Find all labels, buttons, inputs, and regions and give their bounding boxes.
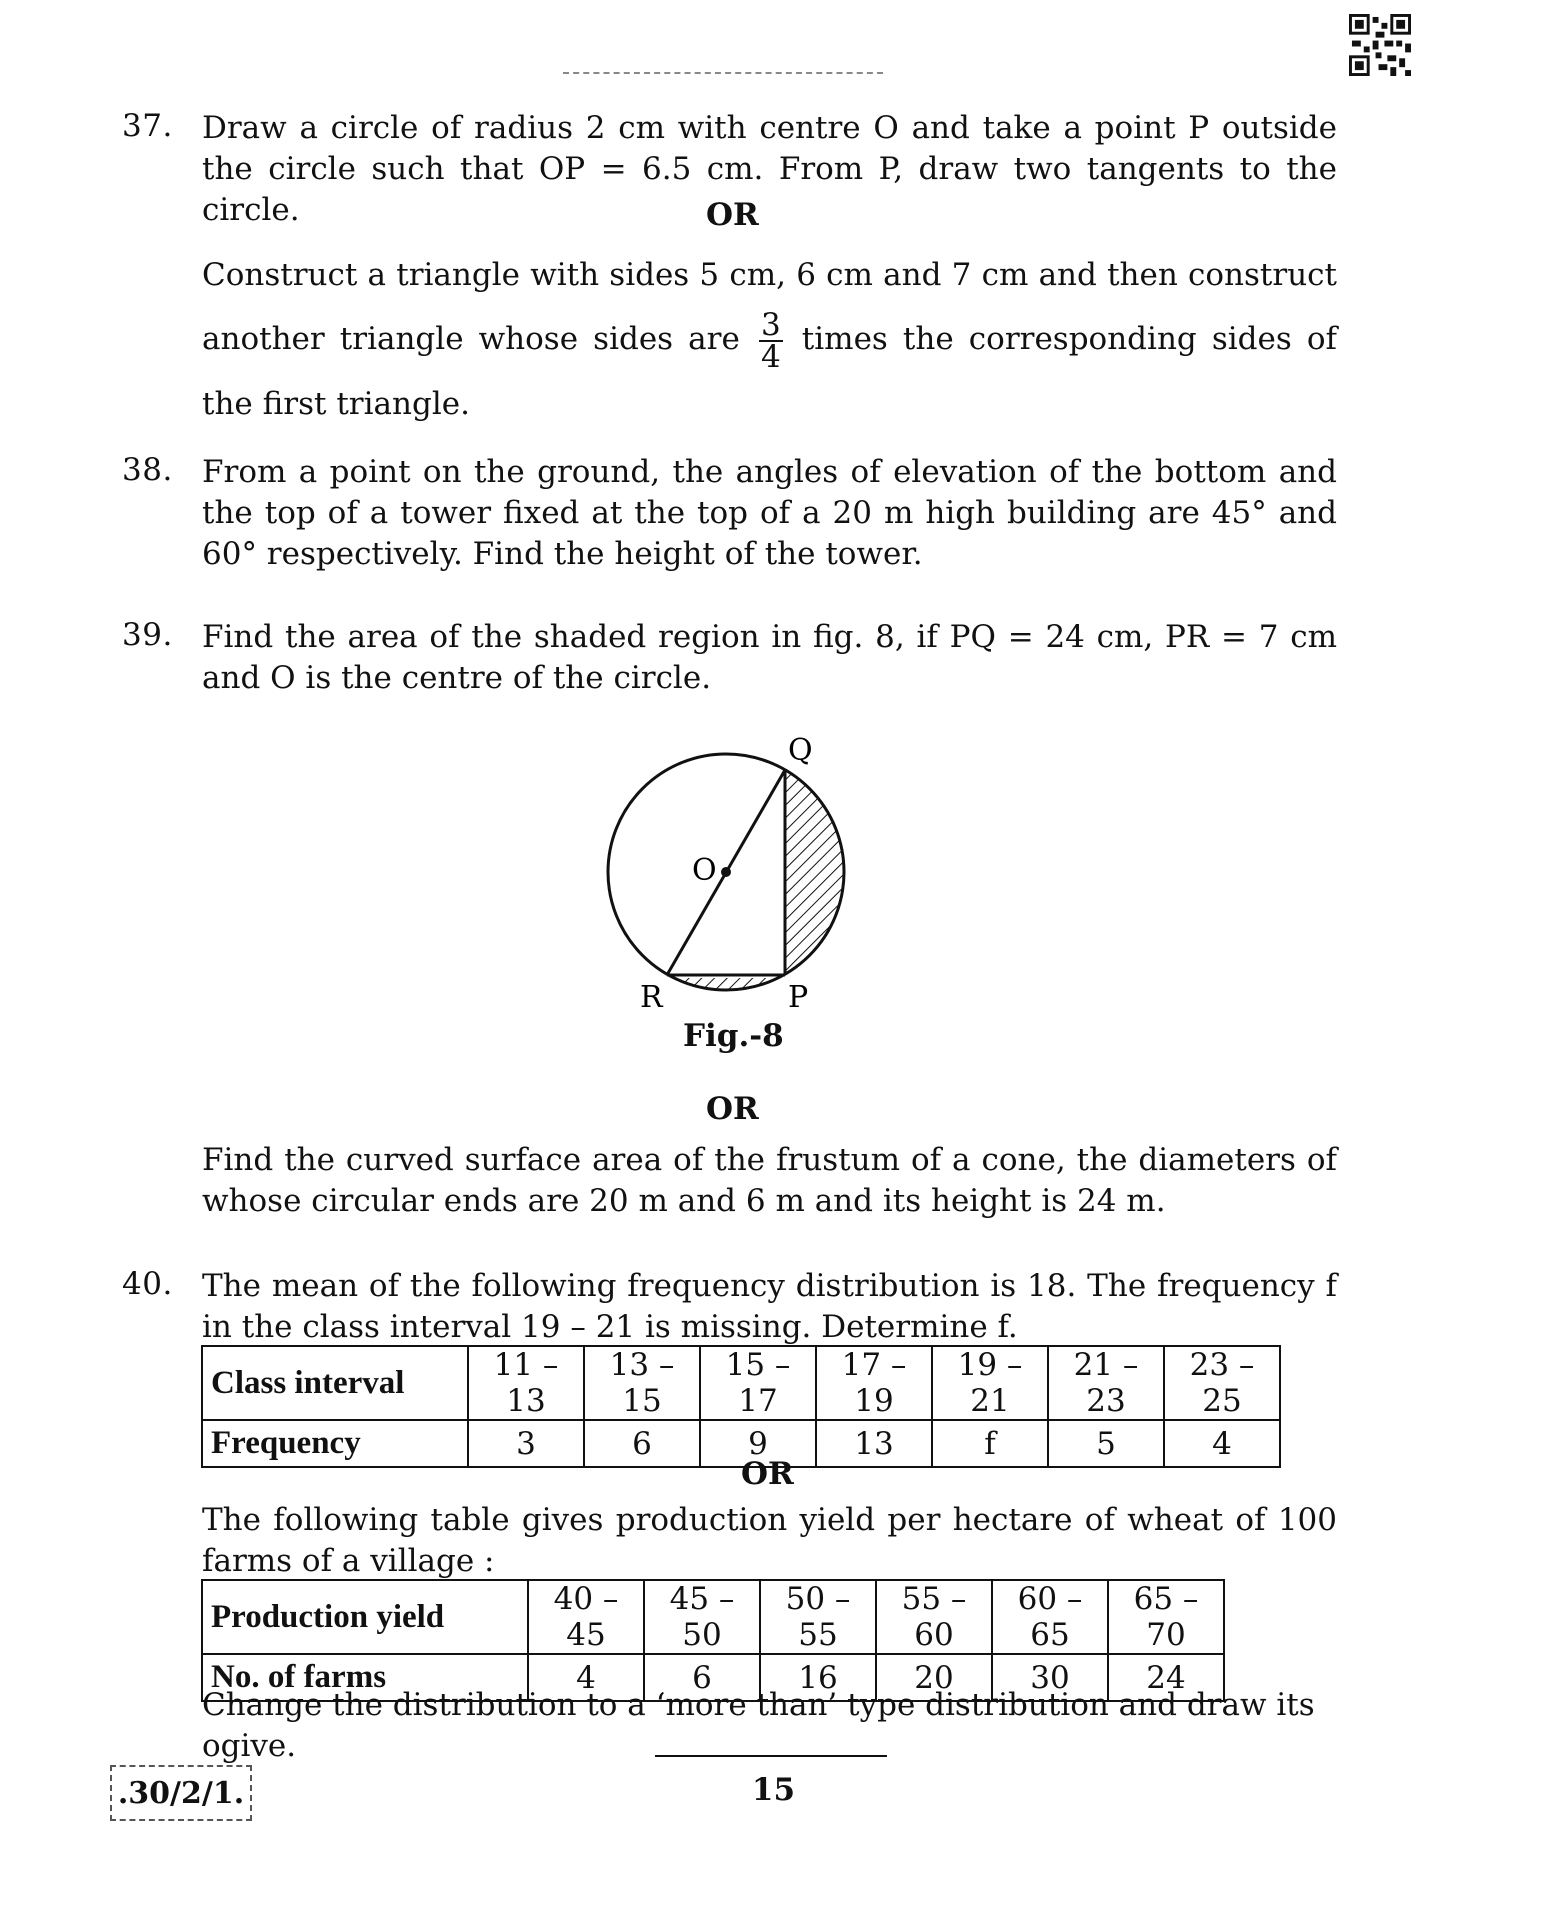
- figure-8-diagram: [580, 730, 880, 1060]
- page-number: 15: [751, 1772, 796, 1808]
- question-37-alt-text-part1: Construct a triangle with sides 5 cm, 6 cm and 7 cm and then construct another triangle whose sides are: [202, 257, 1337, 357]
- label-r: R: [640, 980, 663, 1015]
- table-header-cell: Production yield: [202, 1580, 528, 1654]
- table-cell: 13: [816, 1420, 932, 1467]
- table-cell: 40 – 45: [528, 1580, 644, 1654]
- question-40-text: The mean of the following frequency distribution is 18. The frequency f in the class interval 19 – 21 is missing. Determine f.: [202, 1268, 1337, 1345]
- table-cell: 55 – 60: [876, 1580, 992, 1654]
- footer-rule: [655, 1755, 887, 1757]
- label-o: O: [692, 853, 717, 888]
- fraction-denominator: 4: [760, 338, 781, 375]
- question-number-37: 37.: [122, 108, 173, 144]
- question-40-alternative: The following table gives production yield per hectare of wheat of 100 farms of a village :: [202, 1502, 1337, 1579]
- table-row: [202, 1346, 1280, 1420]
- header-rule: [563, 72, 883, 74]
- question-37-text: Draw a circle of radius 2 cm with centre O and take a point P outside the circle such that OP = 6.5 cm. From P, draw two tangents to the circle.: [202, 110, 1337, 228]
- table-cell: 24: [1108, 1654, 1224, 1701]
- paper-code: .30/2/1.: [117, 1775, 245, 1811]
- table-cell: f: [932, 1420, 1048, 1467]
- fraction-numerator: 3: [760, 306, 781, 343]
- or-label-39: OR: [706, 1091, 759, 1127]
- question-37-alternative: [202, 243, 1337, 436]
- table-cell: 20: [876, 1654, 992, 1701]
- question-number-40: 40.: [122, 1266, 173, 1302]
- table-cell: 21 – 23: [1048, 1346, 1164, 1420]
- table-cell: 17 – 19: [816, 1346, 932, 1420]
- table-header-cell: Frequency: [202, 1420, 468, 1467]
- table-cell: 6: [644, 1654, 760, 1701]
- table-cell: 5: [1048, 1420, 1164, 1467]
- centre-point-o: [721, 867, 731, 877]
- figure-caption: Fig.-8: [683, 1018, 784, 1054]
- question-37-alt-text-part2: times the corresponding sides of the first triangle.: [202, 321, 1338, 422]
- question-39-text: Find the area of the shaded region in fig. 8, if PQ = 24 cm, PR = 7 cm and O is the centre of the circle.: [202, 619, 1337, 696]
- table-row: [202, 1580, 1224, 1654]
- table-cell: 13 – 15: [584, 1346, 700, 1420]
- table-cell: 60 – 65: [992, 1580, 1108, 1654]
- table-cell: 16: [760, 1654, 876, 1701]
- table-cell: 4: [528, 1654, 644, 1701]
- frequency-table: [201, 1345, 1281, 1468]
- table-cell: 4: [1164, 1420, 1280, 1467]
- table-cell: 6: [584, 1420, 700, 1467]
- or-label-40: OR: [741, 1456, 794, 1492]
- table-cell: 50 – 55: [760, 1580, 876, 1654]
- table-cell: 3: [468, 1420, 584, 1467]
- label-p: P: [788, 980, 809, 1015]
- table-cell: 11 – 13: [468, 1346, 584, 1420]
- table-cell: 30: [992, 1654, 1108, 1701]
- question-39-alternative: Find the curved surface area of the frustum of a cone, the diameters of whose circular ends are 20 m and 6 m and its height is 24 m.: [202, 1142, 1337, 1219]
- production-yield-table: [201, 1579, 1225, 1702]
- qr-code-icon: [1349, 14, 1411, 76]
- table-header-cell: No. of farms: [202, 1654, 528, 1701]
- table-cell: 45 – 50: [644, 1580, 760, 1654]
- question-number-39: 39.: [122, 617, 173, 653]
- table-cell: 19 – 21: [932, 1346, 1048, 1420]
- table-cell: 15 – 17: [700, 1346, 816, 1420]
- table-cell: 65 – 70: [1108, 1580, 1224, 1654]
- question-40-instruction: Change the distribution to a ‘more than’ type distribution and draw its ogive.: [202, 1687, 1315, 1764]
- or-label-37: OR: [706, 197, 759, 233]
- question-number-38: 38.: [122, 452, 173, 488]
- label-q: Q: [788, 733, 813, 768]
- table-cell: 9: [700, 1420, 816, 1467]
- table-header-cell: Class interval: [202, 1346, 468, 1420]
- table-cell: 23 – 25: [1164, 1346, 1280, 1420]
- question-38-text: From a point on the ground, the angles of elevation of the bottom and the top of a tower fixed at the top of a 20 m high building are 45° and 60° respectively. Find the height of the tower.: [202, 454, 1337, 572]
- fraction-three-quarters: [759, 306, 783, 375]
